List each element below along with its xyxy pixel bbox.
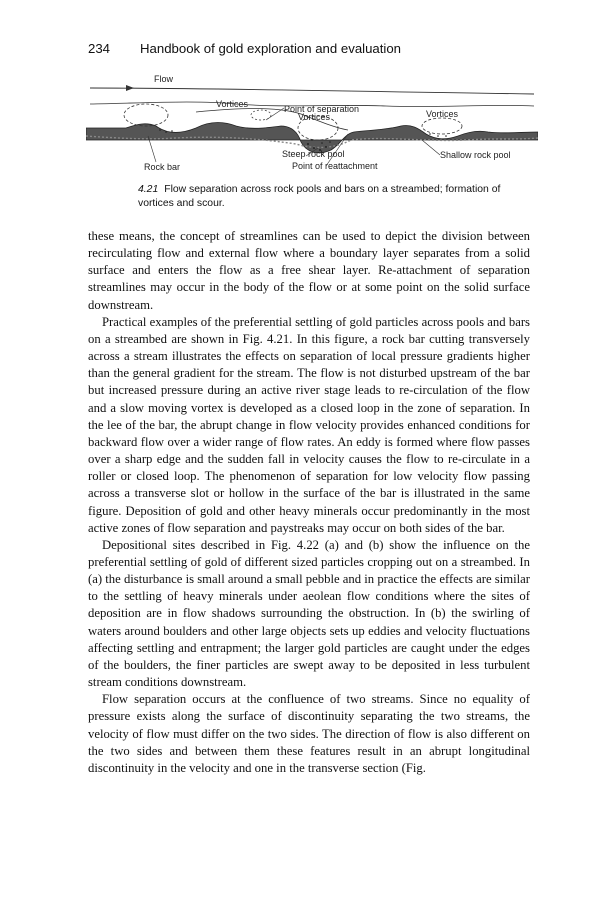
streambed-diagram (86, 70, 538, 180)
label-vortices-center: Vortices (298, 112, 331, 122)
vortex-left-icon (124, 104, 168, 126)
paragraph: these means, the concept of streamlines can be used to depict the division between recirculating flow and external flow where a boundary layer separates from a solid surface and enters the flow as a free shear layer. Re-attachment of separation streamlines may occur in the body of the flow or at some point on the solid surface downstream. (88, 229, 530, 312)
label-point-of-separation: Point of separation (284, 104, 360, 114)
body-text (88, 228, 530, 777)
label-shallow-rock-pool: Shallow rock pool (440, 150, 511, 160)
flow-streamline (90, 88, 534, 94)
paragraph: Depositional sites described in Fig. 4.22 (a) and (b) show the influence on the preferential settling of gold of different sized particles cropping out on a streambed. In (a) the disturbance is small around a small pebble and in practice the effects are similar to the settling of heavy minerals under aeolean flow conditions where the sites of deposition are in flow shadows surrounding the obstruction. In (b) the swirling of waters around boulders and other large objects sets up eddies and velocity fluctuations affecting settling and entrapment; the larger gold particles are caught under the edges of the boulders, the finer particles are swept away to be deposited in less turbulent stream conditions downstream. (88, 537, 530, 690)
paragraph: Practical examples of the preferential settling of gold particles across pools and bars on a streambed are shown in Fig. 4.21. In this figure, a rock bar cutting transversely across a stream illustrates the effects on separation of local pressure gradients higher than the general gradient for the stream. The flow is not disturbed upstream of the bar but increased pressure during an active river stage leads to re-circulation of the flow and a slow moving vortex is developed as a closed loop in the zone of separation. In the lee of the bar, the abrupt change in flow velocity provides enhanced conditions for backward flow over a wider range of flow rates. An eddy is formed where flow passes over a sharp edge and the sudden fall in velocity causes the flow to re-circulate in a roller or closed loop. The phenomenon of separation for low velocity flow passing across a transverse slot or hollow in the surface of the bar is illustrated in the same figure. Deposition of gold and other heavy minerals occur predominantly in the most active zones of flow separation and paystreaks may occur on both sides of the bar. (88, 314, 530, 535)
leader-shallow-rock-pool (422, 140, 440, 155)
page-number: 234 (88, 41, 111, 56)
label-rock-bar: Rock bar (144, 162, 181, 172)
label-point-of-reattachment: Point of reattachment (292, 161, 378, 171)
flow-arrow-icon (126, 85, 134, 91)
running-head (88, 41, 538, 56)
label-flow: Flow (154, 74, 174, 84)
label-vortices-right: Vortices (426, 109, 459, 119)
label-steep-rock-pool: Steep rock pool (282, 149, 345, 159)
figure-number: 4.21 (138, 184, 159, 195)
figure-caption-text: Flow separation across rock pools and bars on a streambed; formation of vortices and scour. (138, 184, 501, 209)
vortex-right-icon (422, 118, 462, 134)
paragraph: Flow separation occurs at the confluence of two streams. Since no equality of pressure exists along the surface of discontinuity separating the two streams, the velocity of flow must differ on the two sides. The direction of flow is also different on the two sides and between them these features result in an abrupt longitudinal discontinuity in the velocity and one in the transverse section (Fig. (88, 692, 530, 775)
book-title: Handbook of gold exploration and evaluation (140, 41, 402, 56)
figure-caption (138, 183, 538, 211)
label-vortices-left: Vortices (216, 99, 249, 109)
figure-4-21 (86, 70, 538, 180)
